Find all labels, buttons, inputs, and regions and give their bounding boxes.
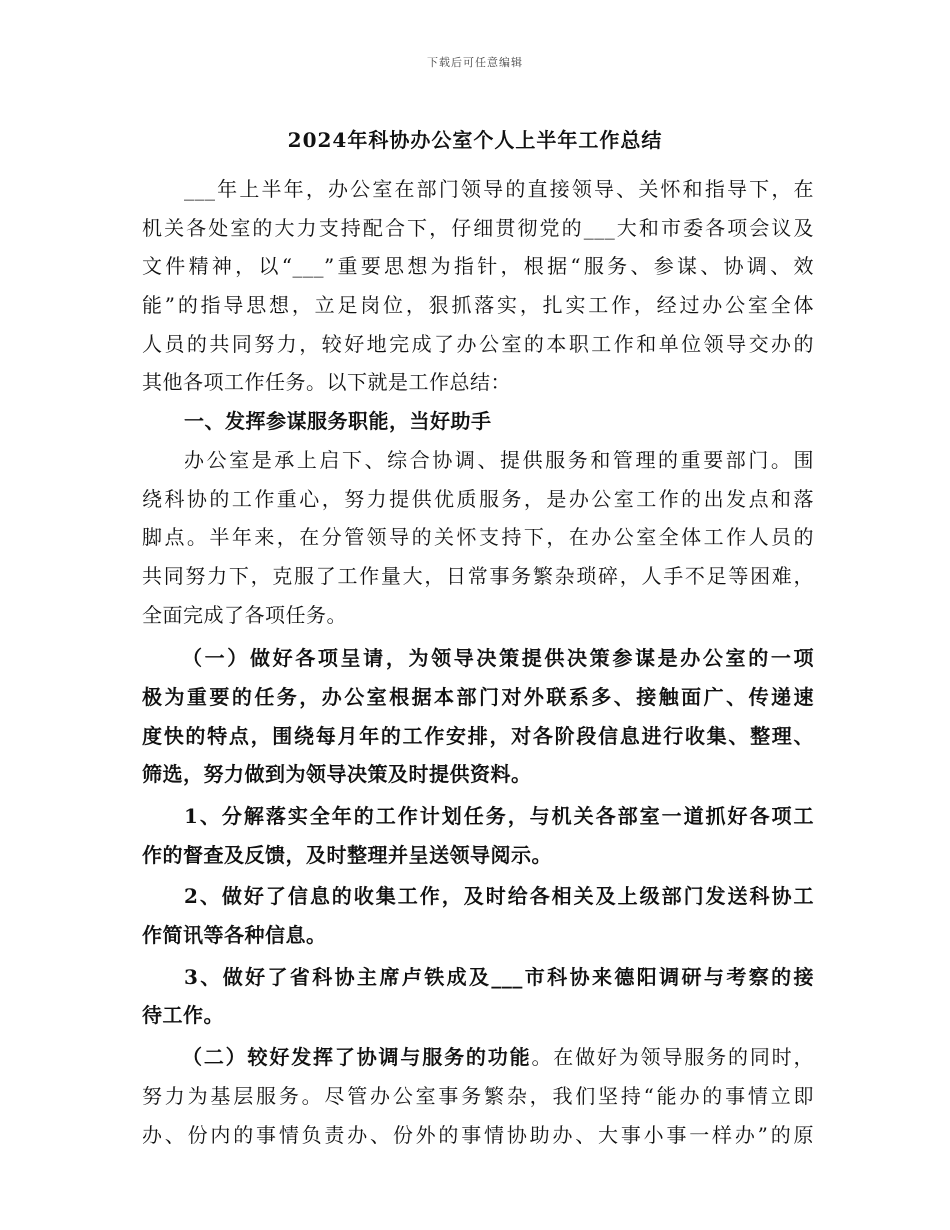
list-item-line: 作简讯等各种信息。 <box>142 923 327 948</box>
section-heading: 一、发挥参谋服务职能，当好助手 <box>184 409 492 434</box>
subsection-lead: （二）较好发挥了协调与服务的功能 <box>182 1045 532 1070</box>
paragraph-line-bold: 度快的特点，围绕每月年的工作安排，对各阶段信息进行收集、整理、 <box>142 723 814 748</box>
list-item-line: 2、做好了信息的收集工作，及时给各相关及上级部门发送科协工 <box>184 884 814 909</box>
paragraph-line: 办、份内的事情负责办、份外的事情协助办、大事小事一样办”的原 <box>142 1122 814 1147</box>
paragraph-line-bold: （一）做好各项呈请，为领导决策提供决策参谋是办公室的一项 <box>182 646 814 671</box>
paragraph-line: 共同努力下，克服了工作量大，日常事务繁杂琐碎，人手不足等困难， <box>142 563 814 588</box>
header-note: 下载后可任意编辑 <box>427 56 523 69</box>
paragraph-text: 。在做好为领导服务的同时， <box>531 1045 814 1070</box>
list-item-line: 待工作。 <box>142 1003 224 1028</box>
paragraph-line: 能”的指导思想，立足岗位，狠抓落实，扎实工作，经过办公室全体 <box>142 293 814 318</box>
paragraph-line: ___年上半年，办公室在部门领导的直接领导、关怀和指导下，在 <box>184 177 814 201</box>
paragraph-line: 绕科协的工作重心，努力提供优质服务，是办公室工作的出发点和落 <box>142 486 814 511</box>
list-item-line: 1、分解落实全年的工作计划任务，与机关各部室一道抓好各项工 <box>184 804 814 828</box>
paragraph-line: 办公室是承上启下、综合协调、提供服务和管理的重要部门。围 <box>184 447 814 472</box>
paragraph-line: 全面完成了各项任务。 <box>142 602 347 627</box>
paragraph-line: 人员的共同努力，较好地完成了办公室的本职工作和单位领导交办的 <box>142 331 814 356</box>
paragraph-line <box>142 1038 814 1077</box>
paragraph-line: 脚点。半年来，在分管领导的关怀支持下，在办公室全体工作人员的 <box>142 525 814 550</box>
paragraph-line: 努力为基层服务。尽管办公室事务繁杂，我们坚持“能办的事情立即 <box>142 1083 814 1108</box>
list-item-line: 3、做好了省科协主席卢铁成及___市科协来德阳调研与考察的接 <box>184 964 814 989</box>
document-body <box>142 170 814 1154</box>
paragraph-line-bold: 极为重要的任务，办公室根据本部门对外联系多、接触面广、传递速 <box>142 684 814 709</box>
document-title: 2024年科协办公室个人上半年工作总结 <box>287 128 663 152</box>
paragraph-line: 机关各处室的大力支持配合下，仔细贯彻党的___大和市委各项会议及 <box>142 215 814 240</box>
paragraph-line: 其他各项工作任务。以下就是工作总结： <box>142 370 511 395</box>
paragraph-line-bold: 筛选，努力做到为领导决策及时提供资料。 <box>142 762 532 787</box>
paragraph-line: 文件精神，以“___”重要思想为指针，根据“服务、参谋、协调、效 <box>142 254 814 279</box>
list-item-line: 作的督查及反馈，及时整理并呈送领导阅示。 <box>142 842 552 867</box>
